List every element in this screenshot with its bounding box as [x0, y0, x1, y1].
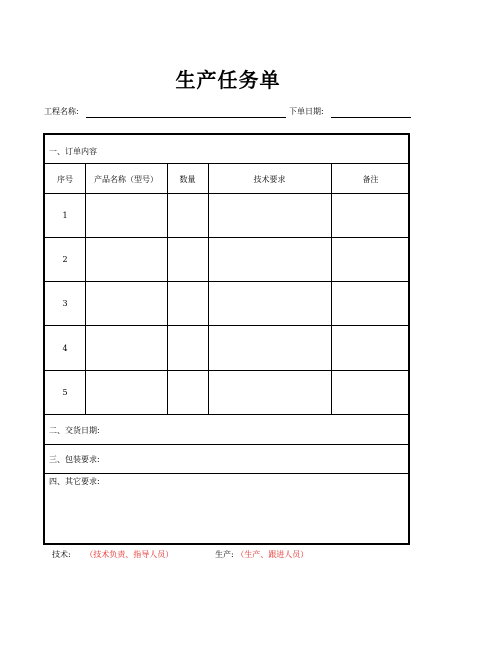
table-row-no: 2 — [62, 255, 68, 264]
order-date-label: 下单日期: — [289, 107, 324, 116]
task-form — [43, 133, 410, 545]
prod-label: 生产: — [215, 550, 234, 559]
footer-tech — [52, 549, 173, 560]
header-meta — [44, 106, 414, 120]
col-header-qty: 数量 — [179, 175, 196, 184]
table-row-no: 5 — [62, 388, 68, 397]
section-order-content: 一、订单内容 — [49, 147, 97, 156]
tech-note: （技术负责、指导人员） — [85, 550, 174, 559]
table-row-no: 4 — [62, 344, 68, 353]
order-date-field[interactable] — [331, 117, 411, 118]
project-name-label: 工程名称: — [44, 107, 79, 116]
col-header-remark: 备注 — [362, 175, 379, 184]
table-row-no: 3 — [62, 299, 68, 308]
col-header-tech: 技术要求 — [253, 175, 286, 184]
section-delivery-date: 二、交货日期: — [49, 426, 100, 435]
section-other: 四、其它要求: — [49, 477, 100, 486]
project-name-field[interactable] — [86, 117, 286, 118]
table-row-no: 1 — [62, 211, 68, 220]
tech-label: 技术: — [52, 550, 71, 559]
page-title: 生产任务单 — [175, 68, 281, 92]
section-packaging: 三、包装要求: — [49, 455, 100, 464]
prod-note: （生产、跟进人员） — [236, 550, 309, 559]
col-header-product: 产品名称（型号） — [94, 175, 158, 184]
col-header-no: 序号 — [57, 175, 73, 184]
footer-production — [215, 549, 308, 560]
